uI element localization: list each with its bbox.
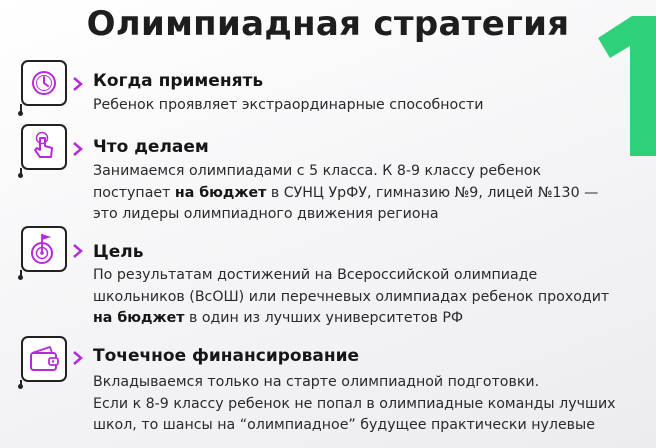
text-line — [93, 183, 598, 205]
wallet-icon — [23, 338, 65, 380]
chevron-right-icon — [72, 76, 84, 92]
text-fragment: По результатам достижений на Всероссийской олимпиаде — [93, 267, 538, 283]
number-one-graphic — [586, 16, 656, 156]
text-line — [93, 308, 609, 330]
connector-dot — [18, 111, 23, 116]
section-heading: Точечное финансирование — [93, 346, 360, 366]
text-fragment: в один из лучших университетов РФ — [184, 310, 464, 326]
section-heading: Цель — [93, 242, 144, 262]
chevron-right-icon — [72, 243, 84, 259]
connector-dot — [18, 275, 23, 280]
text-fragment: поступает — [93, 184, 175, 201]
text-line — [93, 287, 609, 309]
page-title: Олимпиадная стратегия — [86, 4, 570, 44]
section-heading: Что делаем — [93, 137, 209, 157]
section-icon-box — [21, 60, 67, 106]
text-fragment: школьников (ВсОШ) или перечневых олимпиадах ребенок проходит — [93, 288, 610, 305]
text-line — [93, 394, 616, 416]
connector-dot — [18, 384, 23, 389]
text-fragment: школ, то шансы на “олимпиадное” будущее практически нулевые — [93, 417, 595, 433]
chevron-right-icon — [72, 141, 84, 157]
emphasis: на бюджет — [93, 310, 185, 326]
text-fragment: Вкладываемся только на старте олимпиадной подготовки. — [93, 374, 540, 390]
section-text — [93, 372, 616, 437]
emphasis: на бюджет — [174, 184, 267, 201]
text-fragment: Если к 8-9 классу ребенок не попал в олимпиадные команды лучших — [93, 395, 616, 412]
text-line — [93, 372, 616, 394]
text-line — [93, 95, 484, 117]
clock-icon — [23, 62, 65, 104]
target-flag-icon — [23, 228, 65, 270]
text-line — [93, 161, 598, 183]
text-line — [93, 265, 609, 287]
hand-pointer-icon — [23, 126, 65, 168]
text-line — [93, 415, 616, 437]
section-icon-box — [21, 336, 67, 382]
section-heading: Когда применять — [93, 71, 264, 91]
text-fragment: Занимаемся олимпиадами с 5 класса. К 8-9 классу ребенок — [93, 163, 542, 179]
chevron-right-icon — [72, 350, 84, 366]
section-text — [93, 265, 609, 330]
text-line — [93, 204, 598, 226]
section-text — [93, 161, 598, 226]
connector-dot — [18, 173, 23, 178]
text-fragment: это лидеры олимпиадного движения региона — [93, 206, 439, 222]
text-fragment: Ребенок проявляет экстраординарные способности — [93, 97, 484, 113]
section-icon-box — [21, 226, 67, 272]
section-icon-box — [21, 124, 67, 170]
section-text — [93, 95, 484, 117]
text-fragment: в СУНЦ УрФУ, гимназию №9, лицей №130 — — [266, 184, 599, 201]
